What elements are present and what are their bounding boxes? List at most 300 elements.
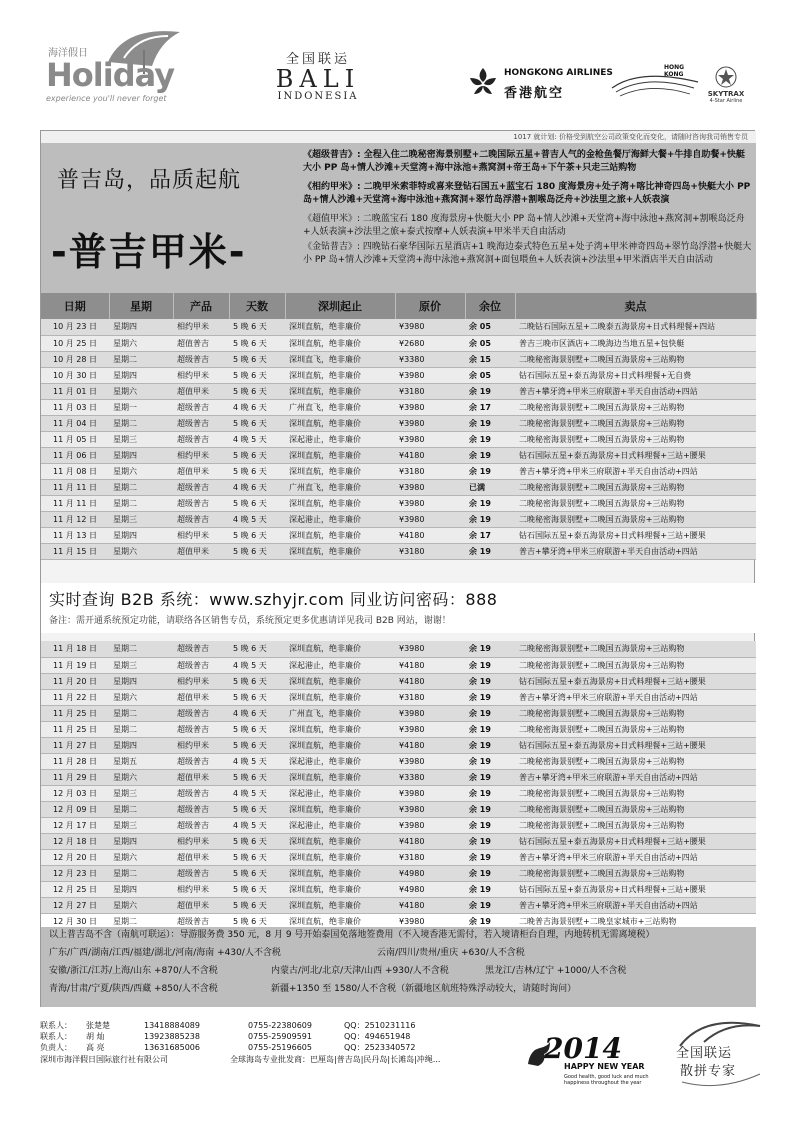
row-weekday: 星期四 bbox=[109, 319, 173, 335]
row-weekday: 星期三 bbox=[109, 431, 173, 447]
row-date: 10 月 25 日 bbox=[41, 335, 109, 351]
row-route: 深起港止，绝非廉价 bbox=[285, 817, 395, 833]
contact-phone: 0755-25196605 bbox=[248, 1043, 312, 1052]
row-product: 超值甲米 bbox=[173, 849, 229, 865]
table-row bbox=[41, 383, 756, 399]
row-highlights: 二晚普吉海景别墅+二晚皇家城市+三站购物 bbox=[515, 913, 756, 929]
row-date: 11 月 18 日 bbox=[41, 641, 109, 657]
row-route: 深圳直航，绝非廉价 bbox=[285, 913, 395, 929]
row-date: 10 月 28 日 bbox=[41, 351, 109, 367]
company-name: 深圳市海洋假日国际旅行社有限公司 bbox=[40, 1055, 168, 1064]
row-weekday: 星期五 bbox=[109, 753, 173, 769]
row-product: 相约甲米 bbox=[173, 367, 229, 383]
row-highlights: 二晚秘密海景别墅+二晚国五海景房+三站购物 bbox=[515, 641, 756, 657]
row-date: 12 月 27 日 bbox=[41, 897, 109, 913]
row-highlights: 二晚秘密海景别墅+二晚国五海景房+三站购物 bbox=[515, 817, 756, 833]
skytrax-sub: 4-Star Airline bbox=[709, 98, 743, 104]
row-highlights: 二晚秘密海景别墅+二晚国五海景房+三站购物 bbox=[515, 511, 756, 527]
table-row bbox=[41, 511, 756, 527]
table-row bbox=[41, 641, 756, 657]
row-days: 4 晚 6 天 bbox=[229, 479, 285, 495]
row-price: ¥3180 bbox=[395, 849, 465, 865]
row-route: 深起港止，绝非廉价 bbox=[285, 431, 395, 447]
row-price: ¥3180 bbox=[395, 383, 465, 399]
row-seats: 余 19 bbox=[465, 881, 515, 897]
row-seats: 余 19 bbox=[465, 657, 515, 673]
contact-phone: 0755-22380609 bbox=[248, 1021, 312, 1030]
row-weekday: 星期二 bbox=[109, 801, 173, 817]
row-weekday: 星期四 bbox=[109, 833, 173, 849]
table-row bbox=[41, 753, 756, 769]
row-days: 4 晚 5 天 bbox=[229, 511, 285, 527]
skytrax-logo bbox=[706, 66, 746, 106]
col-header-seats: 余位 bbox=[465, 293, 515, 319]
row-highlights: 钻石国际五星+泰五海景房+日式料理餐+三站+腰果 bbox=[515, 673, 756, 689]
row-price: ¥3980 bbox=[395, 479, 465, 495]
row-seats: 已满 bbox=[465, 479, 515, 495]
bali-sub: INDONESIA bbox=[277, 91, 359, 102]
row-seats: 余 19 bbox=[465, 705, 515, 721]
row-highlights: 二晚秘密海景别墅+二晚国五海景房+三站购物 bbox=[515, 415, 756, 431]
table-row bbox=[41, 849, 756, 865]
star-badge-icon bbox=[715, 66, 737, 88]
expert-line-1: 全国联运 bbox=[676, 1046, 733, 1061]
row-route: 深圳直航，绝非廉价 bbox=[285, 495, 395, 511]
row-route: 广州直飞，绝非廉价 bbox=[285, 399, 395, 415]
row-date: 11 月 06 日 bbox=[41, 447, 109, 463]
row-seats: 余 19 bbox=[465, 383, 515, 399]
row-price: ¥3180 bbox=[395, 543, 465, 559]
row-date: 11 月 05 日 bbox=[41, 431, 109, 447]
row-days: 5 晚 6 天 bbox=[229, 383, 285, 399]
table-row bbox=[41, 463, 756, 479]
row-product: 超级普吉 bbox=[173, 817, 229, 833]
row-route: 深圳直航，绝非廉价 bbox=[285, 801, 395, 817]
row-route: 深圳直航，绝非廉价 bbox=[285, 833, 395, 849]
fee-note-3a: 安徽/浙江/江苏/上海/山东 +870/人不含税 bbox=[49, 966, 218, 976]
promo-desc-4: 《金钻普吉》: 四晚钻石豪华国际五星酒店+1 晚海边泰式特色五星+处子湾+甲米神奇四岛+翠竹岛浮潜+快艇大小 PP 岛+情人沙滩+天堂湾+海中泳池+燕窝洞+面包喂鱼+人妖表演+沙法里+甲米酒店半天自由活动 bbox=[303, 242, 752, 265]
promo-descriptions bbox=[303, 149, 753, 273]
table-row bbox=[41, 399, 756, 415]
row-weekday: 星期二 bbox=[109, 913, 173, 929]
row-product: 超级普吉 bbox=[173, 351, 229, 367]
contact-name: 胡 灿 bbox=[86, 1032, 105, 1041]
row-seats: 余 05 bbox=[465, 319, 515, 335]
row-route: 深起港止，绝非廉价 bbox=[285, 511, 395, 527]
b2b-query-line: 实时查询 B2B 系统：www.szhyjr.com 同业访问密码：888 bbox=[49, 590, 498, 609]
row-route: 深圳直航，绝非廉价 bbox=[285, 447, 395, 463]
table-row bbox=[41, 833, 756, 849]
row-date: 11 月 01 日 bbox=[41, 383, 109, 399]
row-highlights: 普吉+攀牙湾+甲米三府联游+半天自由活动+四站 bbox=[515, 543, 756, 559]
row-highlights: 普吉+攀牙湾+甲米三府联游+半天自由活动+四站 bbox=[515, 463, 756, 479]
new-year-subtext: Good health, good luck and much happiness throughout the year bbox=[564, 1074, 649, 1086]
contact-qq: QQ：494651948 bbox=[344, 1032, 411, 1041]
row-weekday: 星期三 bbox=[109, 785, 173, 801]
table-row bbox=[41, 785, 756, 801]
row-route: 深起港止，绝非廉价 bbox=[285, 657, 395, 673]
contact-phone: 0755-25909591 bbox=[248, 1032, 312, 1041]
row-price: ¥3980 bbox=[395, 817, 465, 833]
fee-note-row-3 bbox=[49, 965, 748, 978]
fee-note-row-2 bbox=[49, 947, 748, 960]
row-product: 超级普吉 bbox=[173, 479, 229, 495]
table-row bbox=[41, 657, 756, 673]
row-days: 4 晚 5 天 bbox=[229, 785, 285, 801]
schedule-table-top bbox=[41, 293, 757, 560]
table-row bbox=[41, 431, 756, 447]
holiday-brand: Holiday bbox=[46, 56, 175, 94]
row-days: 5 晚 6 天 bbox=[229, 463, 285, 479]
contact-row bbox=[40, 1031, 540, 1042]
row-product: 超级普吉 bbox=[173, 705, 229, 721]
row-days: 5 晚 6 天 bbox=[229, 527, 285, 543]
row-seats: 余 15 bbox=[465, 351, 515, 367]
table-row bbox=[41, 705, 756, 721]
row-date: 12 月 30 日 bbox=[41, 913, 109, 929]
row-seats: 余 19 bbox=[465, 447, 515, 463]
row-days: 4 晚 5 天 bbox=[229, 431, 285, 447]
row-price: ¥3980 bbox=[395, 367, 465, 383]
row-highlights: 二晚秘密海景别墅+二晚国五海景房+三站购物 bbox=[515, 431, 756, 447]
row-highlights: 二晚秘密海景别墅+二晚国五海景房+三站购物 bbox=[515, 657, 756, 673]
row-seats: 余 17 bbox=[465, 527, 515, 543]
row-highlights: 钻石国际五星+泰五海景房+日式料理餐+三站+腰果 bbox=[515, 833, 756, 849]
table-row bbox=[41, 801, 756, 817]
table-row bbox=[41, 335, 756, 351]
row-highlights: 普吉+攀牙湾+甲米三府联游+半天自由活动+四站 bbox=[515, 897, 756, 913]
row-route: 深圳直航，绝非廉价 bbox=[285, 641, 395, 657]
row-product: 超级普吉 bbox=[173, 913, 229, 929]
row-price: ¥3980 bbox=[395, 913, 465, 929]
row-product: 超级普吉 bbox=[173, 753, 229, 769]
row-seats: 余 19 bbox=[465, 463, 515, 479]
row-date: 11 月 11 日 bbox=[41, 479, 109, 495]
row-date: 12 月 23 日 bbox=[41, 865, 109, 881]
row-price: ¥4980 bbox=[395, 865, 465, 881]
table-row bbox=[41, 527, 756, 543]
promo-title: 普吉岛，品质起航 bbox=[57, 168, 242, 193]
row-weekday: 星期三 bbox=[109, 657, 173, 673]
row-highlights: 钻石国际五星+泰五海景房+日式料理餐+三站+腰果 bbox=[515, 881, 756, 897]
row-price: ¥3980 bbox=[395, 495, 465, 511]
row-weekday: 星期四 bbox=[109, 447, 173, 463]
row-route: 广州直飞，绝非廉价 bbox=[285, 705, 395, 721]
row-date: 11 月 15 日 bbox=[41, 543, 109, 559]
fee-note-2b: 云南/四川/贵州/重庆 +630/人不含税 bbox=[377, 948, 525, 958]
row-product: 超级普吉 bbox=[173, 801, 229, 817]
contact-qq: QQ：2523340572 bbox=[344, 1043, 416, 1052]
row-weekday: 星期三 bbox=[109, 817, 173, 833]
row-seats: 余 19 bbox=[465, 641, 515, 657]
promo-big-title: -普吉甲米- bbox=[51, 230, 247, 274]
hk-airlines-en: HONGKONG AIRLINES bbox=[504, 68, 613, 78]
row-weekday: 星期四 bbox=[109, 881, 173, 897]
row-highlights: 普吉+攀牙湾+甲米三府联游+半天自由活动+四站 bbox=[515, 849, 756, 865]
row-route: 深圳直航，绝非廉价 bbox=[285, 319, 395, 335]
table-row bbox=[41, 495, 756, 511]
row-days: 5 晚 6 天 bbox=[229, 335, 285, 351]
table-row bbox=[41, 737, 756, 753]
row-seats: 余 19 bbox=[465, 689, 515, 705]
row-weekday: 星期六 bbox=[109, 689, 173, 705]
row-seats: 余 19 bbox=[465, 753, 515, 769]
row-date: 11 月 25 日 bbox=[41, 721, 109, 737]
row-highlights: 二晚秘密海景别墅+二晚国五海景房+三站购物 bbox=[515, 785, 756, 801]
row-days: 5 晚 6 天 bbox=[229, 897, 285, 913]
holiday-tagline: experience you'll never forget bbox=[46, 94, 167, 103]
hk2-label: HONG KONG bbox=[664, 64, 685, 78]
row-product: 超级普吉 bbox=[173, 641, 229, 657]
row-date: 11 月 28 日 bbox=[41, 753, 109, 769]
table-row bbox=[41, 673, 756, 689]
row-weekday: 星期二 bbox=[109, 415, 173, 431]
row-product: 超级普吉 bbox=[173, 657, 229, 673]
bali-en: BALI bbox=[275, 65, 361, 93]
row-days: 5 晚 6 天 bbox=[229, 673, 285, 689]
row-route: 深圳直航，绝非廉价 bbox=[285, 865, 395, 881]
row-route: 深圳直航，绝非廉价 bbox=[285, 769, 395, 785]
row-price: ¥3980 bbox=[395, 785, 465, 801]
hk-airlines-cn: 香港航空 bbox=[504, 86, 565, 101]
row-product: 相约甲米 bbox=[173, 527, 229, 543]
row-highlights: 钻石国际五星+泰五海景房+日式料理餐+三站+腰果 bbox=[515, 447, 756, 463]
row-date: 12 月 17 日 bbox=[41, 817, 109, 833]
row-highlights: 二晚秘密海景别墅+二晚国五海景房+三站购物 bbox=[515, 705, 756, 721]
row-weekday: 星期六 bbox=[109, 769, 173, 785]
row-product: 超值甲米 bbox=[173, 383, 229, 399]
row-date: 11 月 20 日 bbox=[41, 673, 109, 689]
row-seats: 余 19 bbox=[465, 865, 515, 881]
row-days: 5 晚 6 天 bbox=[229, 721, 285, 737]
row-route: 深圳直航，绝非廉价 bbox=[285, 415, 395, 431]
row-highlights: 钻石国际五星+泰五海景房+日式料理餐+无自费 bbox=[515, 367, 756, 383]
row-price: ¥3380 bbox=[395, 351, 465, 367]
row-seats: 余 19 bbox=[465, 897, 515, 913]
fee-note-row-4 bbox=[49, 983, 748, 996]
row-route: 广州直飞，绝非廉价 bbox=[285, 479, 395, 495]
page-header bbox=[0, 0, 794, 125]
row-days: 4 晚 6 天 bbox=[229, 705, 285, 721]
row-weekday: 星期一 bbox=[109, 399, 173, 415]
row-days: 5 晚 6 天 bbox=[229, 849, 285, 865]
row-highlights: 普吉+攀牙湾+甲米三府联游+半天自由活动+四站 bbox=[515, 689, 756, 705]
promo-desc-1: 《超级普吉》: 全程入住二晚秘密海景别墅+二晚国际五星+普吉人气的金枪鱼餐厅海鲜大餐+牛排自助餐+快艇大小 PP 岛+情人沙滩+天堂湾+海中泳池+燕窝洞+帝王岛+下午茶+只走三站购物 bbox=[303, 150, 745, 173]
row-highlights: 普吉+攀牙湾+甲米三府联游+半天自由活动+四站 bbox=[515, 383, 756, 399]
row-highlights: 二晚秘密海景别墅+二晚国五海景房+三站购物 bbox=[515, 399, 756, 415]
row-weekday: 星期四 bbox=[109, 367, 173, 383]
table-row bbox=[41, 721, 756, 737]
bali-cn: 全国联运 bbox=[285, 52, 350, 67]
row-route: 深圳直航，绝非廉价 bbox=[285, 463, 395, 479]
hongkong-airlines-logo bbox=[468, 66, 618, 106]
row-date: 10 月 23 日 bbox=[41, 319, 109, 335]
row-seats: 余 19 bbox=[465, 817, 515, 833]
fee-note-2a: 广东/广西/湖南/江西/福建/湖北/河南/海南 +430/人不含税 bbox=[49, 948, 281, 958]
row-date: 11 月 13 日 bbox=[41, 527, 109, 543]
row-route: 深圳直航，绝非廉价 bbox=[285, 897, 395, 913]
row-weekday: 星期二 bbox=[109, 495, 173, 511]
row-weekday: 星期二 bbox=[109, 721, 173, 737]
row-route: 深圳直飞，绝非廉价 bbox=[285, 351, 395, 367]
row-route: 深圳直航，绝非廉价 bbox=[285, 367, 395, 383]
row-weekday: 星期二 bbox=[109, 641, 173, 657]
fee-note-4a: 青海/甘肃/宁夏/陕西/西藏 +850/人不含税 bbox=[49, 984, 218, 994]
row-product: 超级普吉 bbox=[173, 431, 229, 447]
row-days: 5 晚 6 天 bbox=[229, 543, 285, 559]
row-date: 11 月 27 日 bbox=[41, 737, 109, 753]
row-highlights: 钻石国际五星+泰五海景房+日式料理餐+三站+腰果 bbox=[515, 737, 756, 753]
row-highlights: 二晚秘密海景别墅+二晚国五海景房+三站购物 bbox=[515, 721, 756, 737]
row-price: ¥4180 bbox=[395, 897, 465, 913]
row-days: 4 晚 6 天 bbox=[229, 399, 285, 415]
row-price: ¥3980 bbox=[395, 641, 465, 657]
row-price: ¥3980 bbox=[395, 319, 465, 335]
table-row bbox=[41, 351, 756, 367]
table-row bbox=[41, 865, 756, 881]
row-weekday: 星期四 bbox=[109, 673, 173, 689]
notice-line: 1017 就计划: 价格受到航空公司政策变化而变化，请随时咨询我司销售专员 bbox=[41, 131, 756, 143]
row-highlights: 二晚秘密海景别墅+二晚国五海景房+三站购物 bbox=[515, 801, 756, 817]
row-price: ¥3980 bbox=[395, 721, 465, 737]
b2b-remark: 备注：需开通系统预定功能，请联络各区销售专员，系统预定更多优惠请详见我司 B2B 网站，谢谢！ bbox=[49, 616, 451, 626]
row-highlights: 二晚秘密海景别墅+二晚国五海景房+三站购物 bbox=[515, 495, 756, 511]
row-days: 5 晚 6 天 bbox=[229, 801, 285, 817]
row-days: 5 晚 6 天 bbox=[229, 689, 285, 705]
contact-name: 张楚楚 bbox=[86, 1021, 110, 1030]
contact-role: 负责人： bbox=[40, 1043, 72, 1052]
row-days: 5 晚 6 天 bbox=[229, 881, 285, 897]
table-row bbox=[41, 689, 756, 705]
main-content bbox=[40, 130, 755, 1007]
contact-row bbox=[40, 1020, 540, 1031]
row-highlights: 钻石国际五星+泰五海景房+日式料理餐+三站+腰果 bbox=[515, 527, 756, 543]
row-weekday: 星期六 bbox=[109, 543, 173, 559]
row-seats: 余 19 bbox=[465, 785, 515, 801]
row-price: ¥3180 bbox=[395, 463, 465, 479]
row-route: 深起港止，绝非廉价 bbox=[285, 753, 395, 769]
row-price: ¥4180 bbox=[395, 737, 465, 753]
table-row bbox=[41, 769, 756, 785]
row-route: 深圳直航，绝非廉价 bbox=[285, 737, 395, 753]
row-route: 深圳直航，绝非廉价 bbox=[285, 673, 395, 689]
row-date: 12 月 18 日 bbox=[41, 833, 109, 849]
row-highlights: 普吉+攀牙湾+甲米三府联游+半天自由活动+四站 bbox=[515, 769, 756, 785]
row-weekday: 星期六 bbox=[109, 335, 173, 351]
row-highlights: 二晚秘密海景别墅+二晚国五海景房+三站购物 bbox=[515, 479, 756, 495]
row-days: 5 晚 6 天 bbox=[229, 415, 285, 431]
row-highlights: 二晚钻石国际五星+二晚泰五海景房+日式料理餐+四站 bbox=[515, 319, 756, 335]
holiday-small-text: 海洋假日 bbox=[48, 48, 88, 59]
row-date: 11 月 25 日 bbox=[41, 705, 109, 721]
row-seats: 余 05 bbox=[465, 335, 515, 351]
row-product: 超级普吉 bbox=[173, 415, 229, 431]
b2b-section bbox=[41, 583, 756, 633]
col-header-product: 产品 bbox=[173, 293, 229, 319]
row-route: 深圳直航，绝非廉价 bbox=[285, 543, 395, 559]
row-price: ¥3980 bbox=[395, 753, 465, 769]
row-weekday: 星期二 bbox=[109, 479, 173, 495]
row-weekday: 星期四 bbox=[109, 527, 173, 543]
row-days: 5 晚 6 天 bbox=[229, 769, 285, 785]
row-days: 5 晚 6 天 bbox=[229, 833, 285, 849]
row-days: 4 晚 5 天 bbox=[229, 657, 285, 673]
table-row bbox=[41, 817, 756, 833]
row-product: 超级普吉 bbox=[173, 495, 229, 511]
row-price: ¥4980 bbox=[395, 881, 465, 897]
table-row bbox=[41, 543, 756, 559]
row-days: 5 晚 6 天 bbox=[229, 913, 285, 929]
row-date: 11 月 08 日 bbox=[41, 463, 109, 479]
row-date: 10 月 30 日 bbox=[41, 367, 109, 383]
row-seats: 余 19 bbox=[465, 849, 515, 865]
contact-mobile: 13923885238 bbox=[144, 1032, 200, 1041]
contact-mobile: 13418884089 bbox=[144, 1021, 200, 1030]
row-product: 超级普吉 bbox=[173, 865, 229, 881]
row-price: ¥4180 bbox=[395, 657, 465, 673]
row-seats: 余 19 bbox=[465, 801, 515, 817]
hongkong-secondary-logo bbox=[610, 62, 700, 102]
row-product: 超级普吉 bbox=[173, 721, 229, 737]
row-weekday: 星期六 bbox=[109, 849, 173, 865]
row-highlights: 二晚秘密海景别墅+二晚国五海景房+三站购物 bbox=[515, 351, 756, 367]
row-seats: 余 19 bbox=[465, 721, 515, 737]
row-route: 深圳直航，绝非廉价 bbox=[285, 383, 395, 399]
row-price: ¥3980 bbox=[395, 511, 465, 527]
bali-logo bbox=[238, 48, 398, 108]
row-price: ¥2680 bbox=[395, 335, 465, 351]
expert-badge bbox=[674, 1012, 766, 1092]
contact-row bbox=[40, 1042, 540, 1053]
col-header-days: 天数 bbox=[229, 293, 285, 319]
row-days: 5 晚 6 天 bbox=[229, 641, 285, 657]
row-weekday: 星期六 bbox=[109, 897, 173, 913]
row-date: 11 月 12 日 bbox=[41, 511, 109, 527]
table-row bbox=[41, 479, 756, 495]
row-date: 11 月 11 日 bbox=[41, 495, 109, 511]
row-route: 深圳直航，绝非廉价 bbox=[285, 721, 395, 737]
col-header-date: 日期 bbox=[41, 293, 109, 319]
new-year-greeting: HAPPY NEW YEAR bbox=[564, 1062, 645, 1071]
row-product: 超值甲米 bbox=[173, 543, 229, 559]
promo-banner bbox=[41, 143, 756, 293]
row-price: ¥3980 bbox=[395, 801, 465, 817]
row-weekday: 星期四 bbox=[109, 737, 173, 753]
row-product: 超级普吉 bbox=[173, 511, 229, 527]
row-days: 4 晚 5 天 bbox=[229, 817, 285, 833]
row-weekday: 星期二 bbox=[109, 705, 173, 721]
row-product: 超级普吉 bbox=[173, 399, 229, 415]
skytrax-label: SKYTRAX bbox=[707, 90, 745, 98]
row-product: 超值甲米 bbox=[173, 897, 229, 913]
expert-line-2: 散拼专家 bbox=[680, 1064, 737, 1079]
row-seats: 余 17 bbox=[465, 399, 515, 415]
table-row bbox=[41, 897, 756, 913]
row-seats: 余 19 bbox=[465, 431, 515, 447]
row-days: 5 晚 6 天 bbox=[229, 367, 285, 383]
row-days: 4 晚 5 天 bbox=[229, 753, 285, 769]
row-route: 深圳直航，绝非廉价 bbox=[285, 849, 395, 865]
row-date: 11 月 04 日 bbox=[41, 415, 109, 431]
row-route: 深圳直航，绝非廉价 bbox=[285, 527, 395, 543]
row-weekday: 星期二 bbox=[109, 865, 173, 881]
row-seats: 余 19 bbox=[465, 511, 515, 527]
contacts-block bbox=[40, 1020, 540, 1053]
fee-note-3c: 黑龙江/吉林/辽宁 +1000/人不含税 bbox=[485, 966, 627, 976]
row-seats: 余 05 bbox=[465, 367, 515, 383]
row-price: ¥4180 bbox=[395, 673, 465, 689]
row-product: 超值甲米 bbox=[173, 769, 229, 785]
